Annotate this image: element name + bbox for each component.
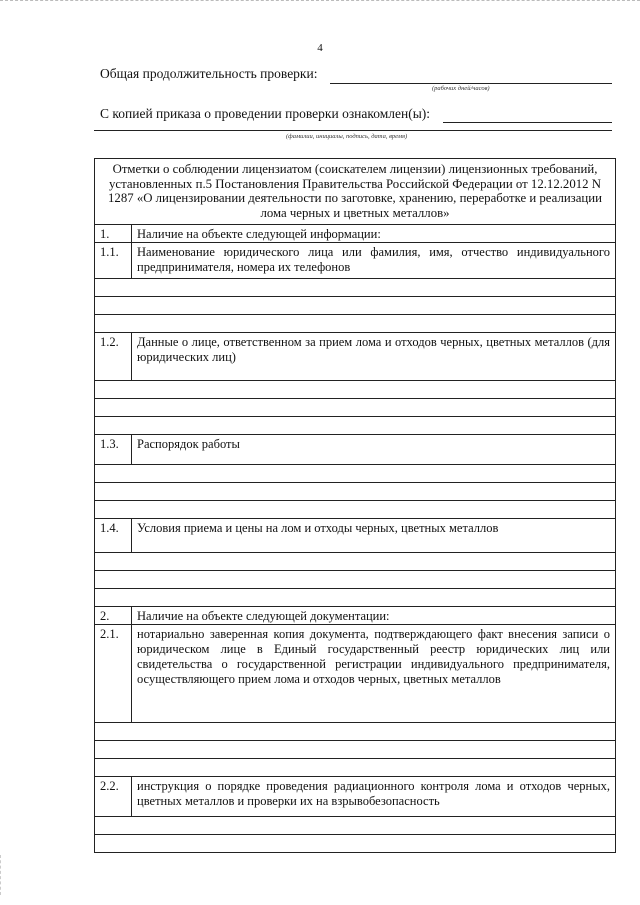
blank-answer-line[interactable] xyxy=(95,723,616,741)
page-number: 4 xyxy=(317,42,323,54)
row-text: Распорядок работы xyxy=(132,435,616,465)
total-duration-field[interactable] xyxy=(330,83,612,84)
row-number: 1.2. xyxy=(95,333,132,381)
acquainted-hint: (фамилии, инициалы, подпись, дата, время) xyxy=(286,133,408,140)
row-number: 1.4. xyxy=(95,519,132,553)
blank-answer-line[interactable] xyxy=(95,817,616,835)
blank-answer-line[interactable] xyxy=(95,315,616,333)
blank-answer-line[interactable] xyxy=(95,835,616,853)
row-text: Наименование юридического лица или фамилия, имя, отчество индивидуального предпринимателя, номера их телефонов xyxy=(132,243,616,279)
row-number: 2.1. xyxy=(95,625,132,723)
row-text: инструкция о порядке проведения радиационного контроля лома и отходов черных, цветных металлов и проверки их на взрывобезопасность xyxy=(132,777,616,817)
blank-answer-line[interactable] xyxy=(95,571,616,589)
blank-answer-line[interactable] xyxy=(95,553,616,571)
blank-answer-line[interactable] xyxy=(95,381,616,399)
blank-answer-line[interactable] xyxy=(95,465,616,483)
total-duration-label: Общая продолжительность проверки: xyxy=(100,66,318,81)
row-number: 1.1. xyxy=(95,243,132,279)
row-text: Наличие на объекте следующей информации: xyxy=(132,225,616,243)
total-duration-hint: (рабочих дней/часов) xyxy=(432,85,490,92)
acquainted-field-2[interactable] xyxy=(94,130,612,131)
row-text: Условия приема и цены на лом и отходы черных, цветных металлов xyxy=(132,519,616,553)
blank-answer-line[interactable] xyxy=(95,589,616,607)
row-number: 1. xyxy=(95,225,132,243)
blank-answer-line[interactable] xyxy=(95,279,616,297)
blank-answer-line[interactable] xyxy=(95,741,616,759)
row-text: Данные о лице, ответственном за прием лома и отходов черных, цветных металлов (для юридических лиц) xyxy=(132,333,616,381)
blank-answer-line[interactable] xyxy=(95,297,616,315)
row-text: Наличие на объекте следующей документации: xyxy=(132,607,616,625)
license-requirements-table xyxy=(94,158,616,853)
acquainted-label: С копией приказа о проведении проверки ознакомлен(ы): xyxy=(100,106,431,121)
blank-answer-line[interactable] xyxy=(95,759,616,777)
row-number: 2.2. xyxy=(95,777,132,817)
blank-answer-line[interactable] xyxy=(95,417,616,435)
acquainted-field-1[interactable] xyxy=(443,122,612,123)
scan-edge-left xyxy=(0,855,5,895)
row-text: нотариально заверенная копия документа, подтверждающего факт внесения записи о юридическом лице в Единый государственный реестр юридических лиц или свидетельства о государственной регистрации индивидуального предпринимателя, осуществляющего прием лома и отходов черных, цветных металлов xyxy=(132,625,616,723)
table-header: Отметки о соблюдении лицензиатом (соискателем лицензии) лицензионных требований, установленных п.5 Постановления Правительства Российской Федерации от 12.12.2012 N 1287 «О лицензировании деятельности по заготовке, хранению, переработке и реализации лома черных и цветных металлов» xyxy=(95,159,616,225)
blank-answer-line[interactable] xyxy=(95,399,616,417)
scan-edge-top xyxy=(0,0,640,4)
blank-answer-line[interactable] xyxy=(95,483,616,501)
blank-answer-line[interactable] xyxy=(95,501,616,519)
row-number: 2. xyxy=(95,607,132,625)
row-number: 1.3. xyxy=(95,435,132,465)
